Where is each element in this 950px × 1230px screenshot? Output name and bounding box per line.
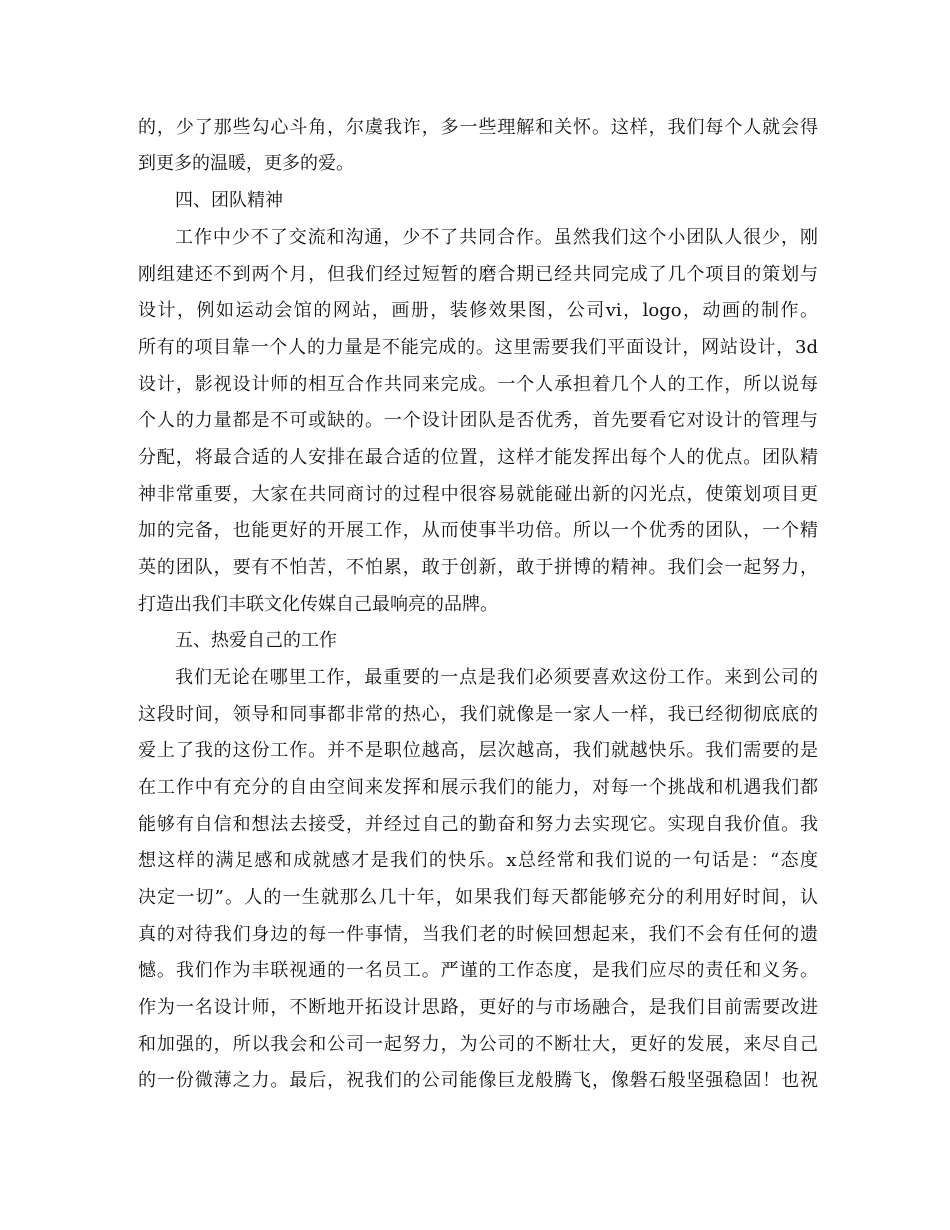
text-line: 个人的力量都是不可或缺的。一个设计团队是否优秀，首先要看它对设计的管理与 (138, 410, 818, 431)
text-line: 所有的项目靠一个人的力量是不能完成的。这里需要我们平面设计，网站设计，3d (138, 337, 818, 358)
text-line: 的一份微薄之力。最后，祝我们的公司能像巨龙般腾飞，像磐石般坚强稳固！也祝 (138, 1070, 818, 1091)
section-heading-team-spirit: 四、团队精神 (175, 190, 283, 211)
text-line: 英的团队，要有不怕苦，不怕累，敢于创新，敢于拼博的精神。我们会一起努力， (138, 557, 818, 578)
text-line: 和加强的，所以我会和公司一起努力，为公司的不断壮大，更好的发展，来尽自己 (138, 1034, 818, 1055)
text-line: 能够有自信和想法去接受，并经过自己的勤奋和努力去实现它。实现自我价值。我 (138, 814, 818, 835)
text-line: 决定一切”。人的一生就那么几十年，如果我们每天都能够充分的利用好时间，认 (138, 887, 818, 908)
text-line: 神非常重要，大家在共同商讨的过程中很容易就能碰出新的闪光点，使策划项目更 (138, 484, 818, 505)
text-line: 的，少了那些勾心斗角，尔虞我诈，多一些理解和关怀。这样，我们每个人就会得 (138, 117, 818, 138)
text-line: 设计，影视设计师的相互合作共同来完成。一个人承担着几个人的工作，所以说每 (138, 374, 818, 395)
text-line: 我们无论在哪里工作，最重要的一点是我们必须要喜欢这份工作。来到公司的 (175, 667, 818, 688)
text-line: 工作中少不了交流和沟通，少不了共同合作。虽然我们这个小团队人很少，刚 (175, 227, 818, 248)
text-line: 加的完备，也能更好的开展工作，从而使事半功倍。所以一个优秀的团队，一个精 (138, 520, 818, 541)
section-heading-love-your-work: 五、热爱自己的工作 (175, 630, 337, 651)
text-line: 憾。我们作为丰联视通的一名员工。严谨的工作态度，是我们应尽的责任和义务。 (138, 960, 818, 981)
text-line: 刚组建还不到两个月，但我们经过短暂的磨合期已经共同完成了几个项目的策划与 (138, 264, 818, 285)
text-line: 在工作中有充分的自由空间来发挥和展示我们的能力，对每一个挑战和机遇我们都 (138, 777, 818, 798)
text-line: 想这样的满足感和成就感才是我们的快乐。x总经常和我们说的一句话是：“态度 (138, 850, 818, 871)
text-line: 到更多的温暖，更多的爱。 (138, 153, 354, 174)
text-line: 打造出我们丰联文化传媒自己最响亮的品牌。 (138, 594, 498, 615)
text-line: 设计，例如运动会馆的网站，画册，装修效果图，公司vi，logo，动画的制作。 (138, 300, 818, 321)
text-line: 爱上了我的这份工作。并不是职位越高，层次越高，我们就越快乐。我们需要的是 (138, 740, 818, 761)
text-line: 真的对待我们身边的每一件事情，当我们老的时候回想起来，我们不会有任何的遗 (138, 924, 818, 945)
text-line: 作为一名设计师，不断地开拓设计思路，更好的与市场融合，是我们目前需要改进 (138, 997, 818, 1018)
text-line: 分配，将最合适的人安排在最合适的位置，这样才能发挥出每个人的优点。团队精 (138, 447, 818, 468)
text-line: 这段时间，领导和同事都非常的热心，我们就像是一家人一样，我已经彻彻底底的 (138, 704, 818, 725)
